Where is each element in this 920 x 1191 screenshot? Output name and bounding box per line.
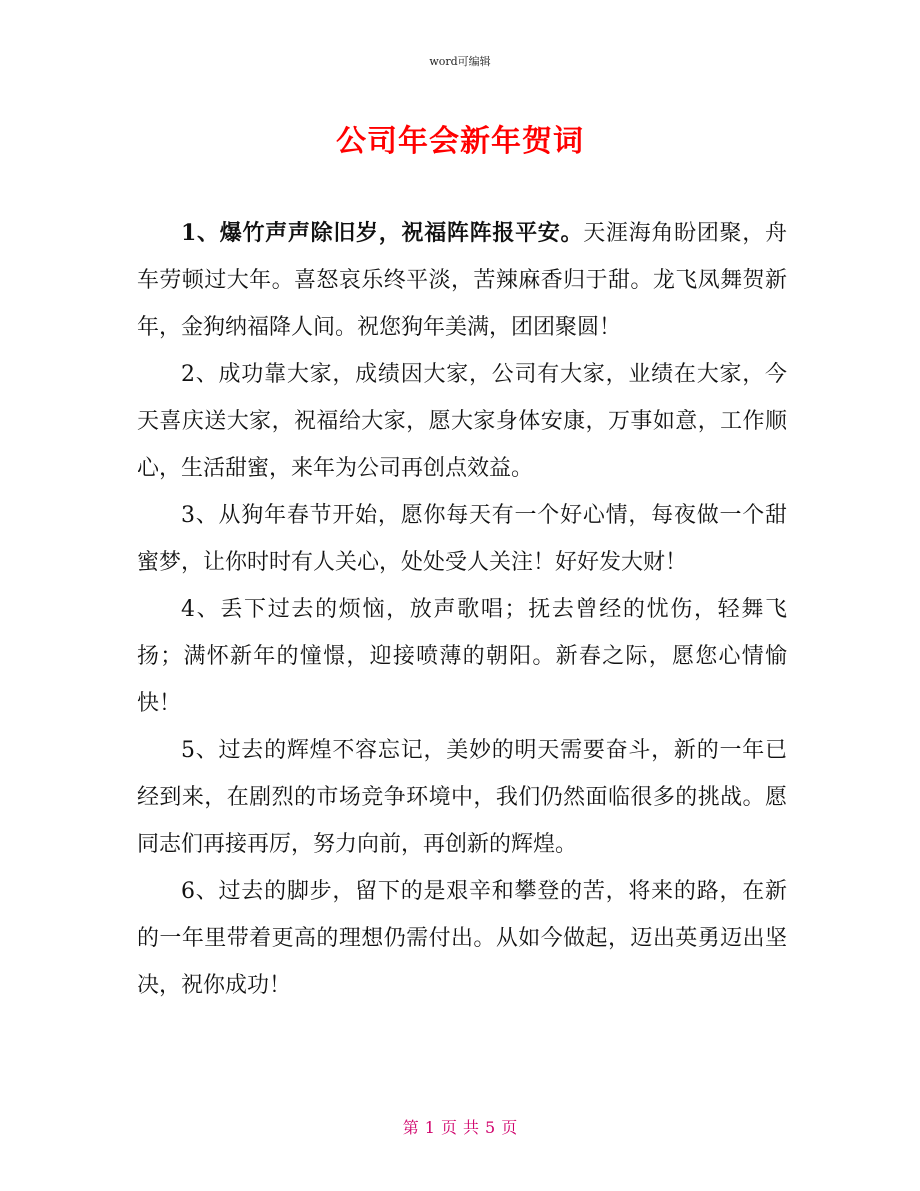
paragraph-6	[137, 868, 787, 1009]
page-footer	[0, 1115, 920, 1138]
paragraph-2	[137, 351, 787, 492]
page-header: word可编辑	[429, 55, 491, 68]
footer-page-number: 1	[424, 1118, 435, 1137]
footer-page-unit: 页	[440, 1118, 457, 1137]
paragraph-4-text: 4、丢下过去的烦恼，放声歌唱；抚去曾经的忧伤，轻舞飞扬；满怀新年的憧憬，迎接喷薄的朝阳。新春之际，愿您心情愉快！	[137, 597, 787, 716]
paragraph-3-text: 3、从狗年春节开始，愿你每天有一个好心情，每夜做一个甜蜜梦，让你时时有人关心，处处受人关注！好好发大财！	[137, 503, 787, 575]
paragraph-2-text: 2、成功靠大家，成绩因大家，公司有大家，业绩在大家，今天喜庆送大家，祝福给大家，愿大家身体安康，万事如意，工作顺心，生活甜蜜，来年为公司再创点效益。	[137, 362, 787, 481]
paragraph-3	[137, 492, 787, 586]
paragraph-5-text: 5、过去的辉煌不容忘记，美妙的明天需要奋斗，新的一年已经到来，在剧烈的市场竞争环境中，我们仍然面临很多的挑战。愿同志们再接再厉，努力向前，再创新的辉煌。	[137, 738, 787, 857]
footer-total-pages: 5	[485, 1118, 496, 1137]
footer-total-prefix: 共	[463, 1118, 480, 1137]
paragraph-1-lead: 1、爆竹声声除旧岁，祝福阵阵报平安。	[181, 220, 584, 246]
document-body	[137, 210, 787, 1009]
paragraph-4	[137, 586, 787, 727]
paragraph-5	[137, 727, 787, 868]
document-title: 公司年会新年贺词	[336, 124, 584, 159]
paragraph-1-text: 天涯海角盼团聚，舟车劳顿过大年。喜怒哀乐终平淡，苦辣麻香归于甜。龙飞凤舞贺新年，金狗纳福降人间。祝您狗年美满，团团聚圆！	[137, 221, 787, 340]
paragraph-1	[137, 210, 787, 351]
footer-total-unit: 页	[501, 1118, 518, 1137]
paragraph-6-text: 6、过去的脚步，留下的是艰辛和攀登的苦，将来的路，在新的一年里带着更高的理想仍需付出。从如今做起，迈出英勇迈出坚决，祝你成功！	[137, 879, 787, 998]
footer-prefix: 第	[402, 1118, 419, 1137]
